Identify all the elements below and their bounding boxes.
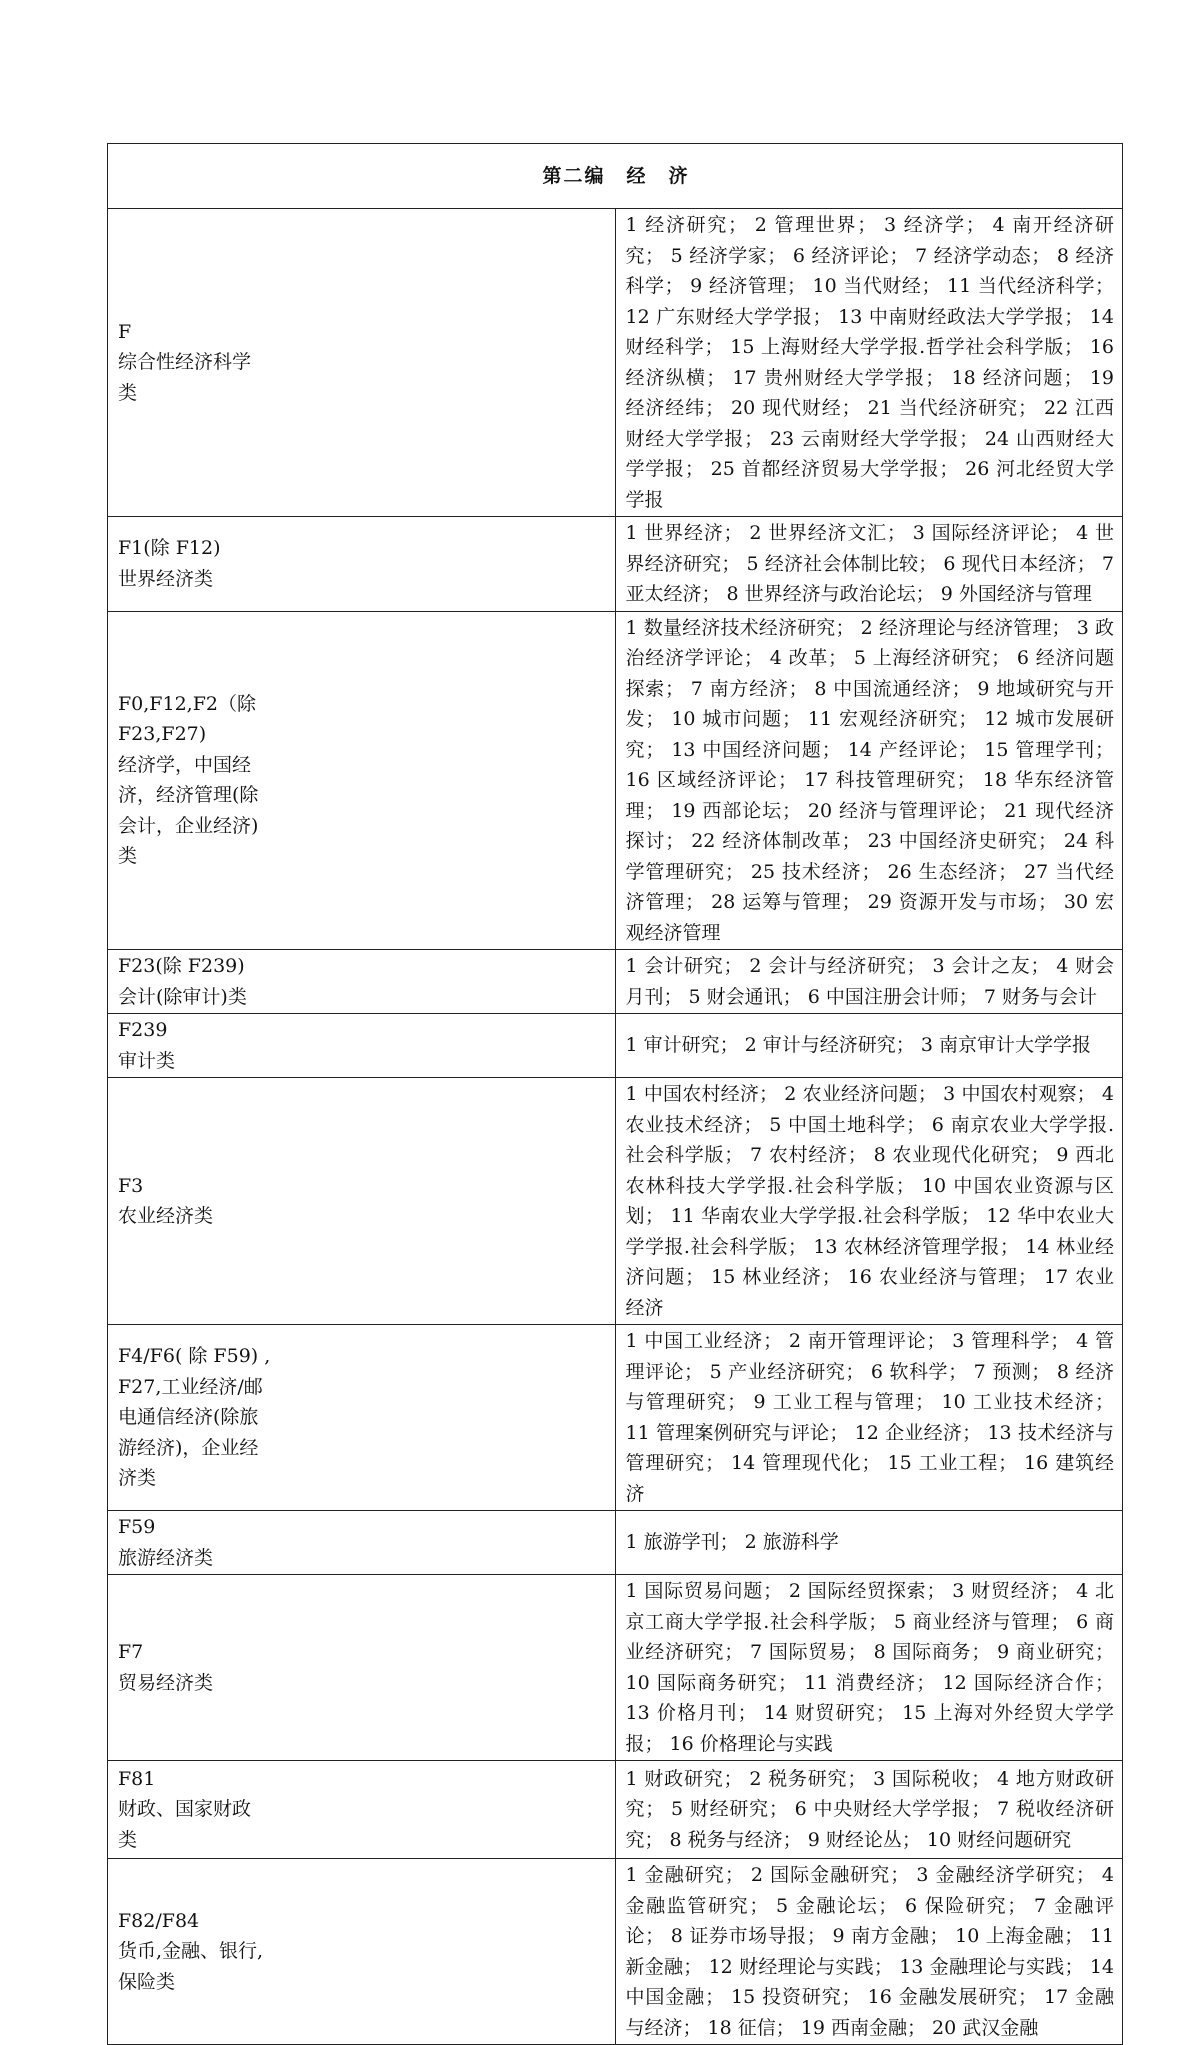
category-cell (108, 1575, 616, 1761)
category-cell (108, 1325, 616, 1511)
table-row (108, 1761, 1123, 1859)
category-cell (108, 1014, 616, 1078)
journal-list-cell: 1 中国工业经济； 2 南开管理评论； 3 管理科学； 4 管理评论； 5 产业经济研究； 6 软科学； 7 预测； 8 经济与管理研究； 9 工业工程与管理； 10 工业技术经济； 11 管理案例研究与评论； 12 企业经济； 13 技术经济与管理研究； 14 管理现代化； 15 工业工程； 16 建筑经济 (615, 1325, 1123, 1511)
category-line: 类 (118, 381, 138, 404)
journal-list-cell: 1 世界经济； 2 世界经济文汇； 3 国际经济评论； 4 世界经济研究； 5 经济社会体制比较； 6 现代日本经济； 7 亚太经济； 8 世界经济与政治论坛； 9 外国经济与管理 (615, 517, 1123, 612)
category-cell (108, 209, 616, 517)
category-line: 货币,金融、银行, (118, 1940, 264, 1963)
journal-list-cell: 1 审计研究； 2 审计与经济研究； 3 南京审计大学学报 (615, 1014, 1123, 1078)
category-line: F7 (118, 1641, 144, 1663)
category-line: 审计类 (118, 1049, 176, 1072)
journal-list-cell: 1 金融研究； 2 国际金融研究； 3 金融经济学研究； 4 金融监管研究； 5 金融论坛； 6 保险研究； 7 金融评论； 8 证券市场导报； 9 南方金融； 10 上海金融； 11 新金融； 12 财经理论与实践； 13 金融理论与实践； 14 中国金融； 15 投资研究； 16 金融发展研究； 17 金融与经济； 18 征信； 19 西南金融； 20 武汉金融 (615, 1859, 1123, 2045)
category-cell (108, 1761, 616, 1859)
table-row (108, 209, 1123, 517)
section-title: 第二编 经 济 (108, 144, 1123, 209)
category-cell (108, 611, 616, 950)
category-line: 财政、国家财政 (118, 1798, 252, 1821)
category-line: 综合性经济科学 (118, 351, 252, 374)
journal-list-cell: 1 经济研究； 2 管理世界； 3 经济学； 4 南开经济研究； 5 经济学家； 6 经济评论； 7 经济学动态； 8 经济科学； 9 经济管理； 10 当代财经； 11 当代经济科学； 12 广东财经大学学报； 13 中南财经政法大学学报； 14 财经科学； 15 上海财经大学学报.哲学社会科学版； 16 经济纵横； 17 贵州财经大学学报； 18 经济问题； 19 经济经纬； 20 现代财经； 21 当代经济研究； 22 江西财经大学学报； 23 云南财经大学学报； 24 山西财经大学学报； 25 首都经济贸易大学学报； 26 河北经贸大学学报 (615, 209, 1123, 517)
table-row (108, 950, 1123, 1014)
table-row (108, 1014, 1123, 1078)
category-line: 会计，企业经济) (118, 814, 259, 837)
category-line: F4/F6( 除 F59) , (118, 1345, 271, 1368)
category-cell (108, 1511, 616, 1575)
category-line: 世界经济类 (118, 567, 214, 590)
journal-list-cell: 1 财政研究； 2 税务研究； 3 国际税收； 4 地方财政研究； 5 财经研究； 6 中央财经大学学报； 7 税收经济研究； 8 税务与经济； 9 财经论丛； 10 财经问题研究 (615, 1761, 1123, 1859)
journal-list-cell: 1 中国农村经济； 2 农业经济问题； 3 中国农村观察； 4 农业技术经济； 5 中国土地科学； 6 南京农业大学学报.社会科学版； 7 农村经济； 8 农业现代化研究； 9 西北农林科技大学学报.社会科学版； 10 中国农业资源与区划； 11 华南农业大学学报.社会科学版； 12 华中农业大学学报.社会科学版； 13 农林经济管理学报； 14 林业经济问题； 15 林业经济； 16 农业经济与管理； 17 农业经济 (615, 1078, 1123, 1325)
category-line: 保险类 (118, 1970, 176, 1993)
category-line: F (118, 320, 132, 343)
category-line: 会计(除审计)类 (118, 985, 247, 1008)
category-cell (108, 517, 616, 612)
journal-list-cell: 1 会计研究； 2 会计与经济研究； 3 会计之友； 4 财会月刊； 5 财会通讯； 6 中国注册会计师； 7 财务与会计 (615, 950, 1123, 1014)
category-line: F0,F12,F2（除 (118, 692, 256, 715)
category-cell (108, 1859, 616, 2045)
journal-list-cell: 1 数量经济技术经济研究； 2 经济理论与经济管理； 3 政治经济学评论； 4 改革； 5 上海经济研究； 6 经济问题探索； 7 南方经济； 8 中国流通经济； 9 地域研究与开发； 10 城市问题； 11 宏观经济研究； 12 城市发展研究； 13 中国经济问题； 14 产经评论； 15 管理学刊； 16 区域经济评论； 17 科技管理研究； 18 华东经济管理； 19 西部论坛； 20 经济与管理评论； 21 现代经济探讨； 22 经济体制改革； 23 中国经济史研究； 24 科学管理研究； 25 技术经济； 26 生态经济； 27 当代经济管理； 28 运筹与管理； 29 资源开发与市场； 30 宏观经济管理 (615, 611, 1123, 950)
category-line: F239 (118, 1019, 168, 1041)
category-line: 旅游经济类 (118, 1546, 214, 1569)
table-row (108, 517, 1123, 612)
table-row (108, 1325, 1123, 1511)
table-row (108, 611, 1123, 950)
category-line: F82/F84 (118, 1909, 200, 1932)
category-line: 经济学，中国经 (118, 753, 252, 776)
category-line: 贸易经济类 (118, 1671, 214, 1694)
category-line: F1(除 F12) (118, 537, 221, 560)
category-line: F27,工业经济/邮 (118, 1375, 263, 1398)
category-line: 类 (118, 845, 138, 868)
category-line: 济类 (118, 1467, 157, 1490)
category-line: F81 (118, 1767, 156, 1790)
section-title-row (108, 144, 1123, 209)
category-line: F23,F27) (118, 723, 207, 746)
table-row (108, 1078, 1123, 1325)
category-line: F59 (118, 1516, 156, 1538)
table-row (108, 1511, 1123, 1575)
category-cell (108, 950, 616, 1014)
journal-list-cell: 1 旅游学刊； 2 旅游科学 (615, 1511, 1123, 1575)
category-line: F23(除 F239) (118, 955, 245, 977)
category-line: F3 (118, 1174, 144, 1197)
table-row (108, 1859, 1123, 2045)
category-line: 游经济)，企业经 (118, 1436, 259, 1459)
category-line: 济，经济管理(除 (118, 784, 259, 807)
category-line: 农业经济类 (118, 1205, 214, 1227)
table-row (108, 1575, 1123, 1761)
category-line: 电通信经济(除旅 (118, 1406, 259, 1429)
category-cell (108, 1078, 616, 1325)
journal-list-cell: 1 国际贸易问题； 2 国际经贸探索； 3 财贸经济； 4 北京工商大学学报.社会科学版； 5 商业经济与管理； 6 商业经济研究； 7 国际贸易； 8 国际商务； 9 商业研究； 10 国际商务研究； 11 消费经济； 12 国际经济合作； 13 价格月刊； 14 财贸研究； 15 上海对外经贸大学学报； 16 价格理论与实践 (615, 1575, 1123, 1761)
category-line: 类 (118, 1828, 138, 1851)
journal-catalog-table (107, 143, 1123, 2045)
